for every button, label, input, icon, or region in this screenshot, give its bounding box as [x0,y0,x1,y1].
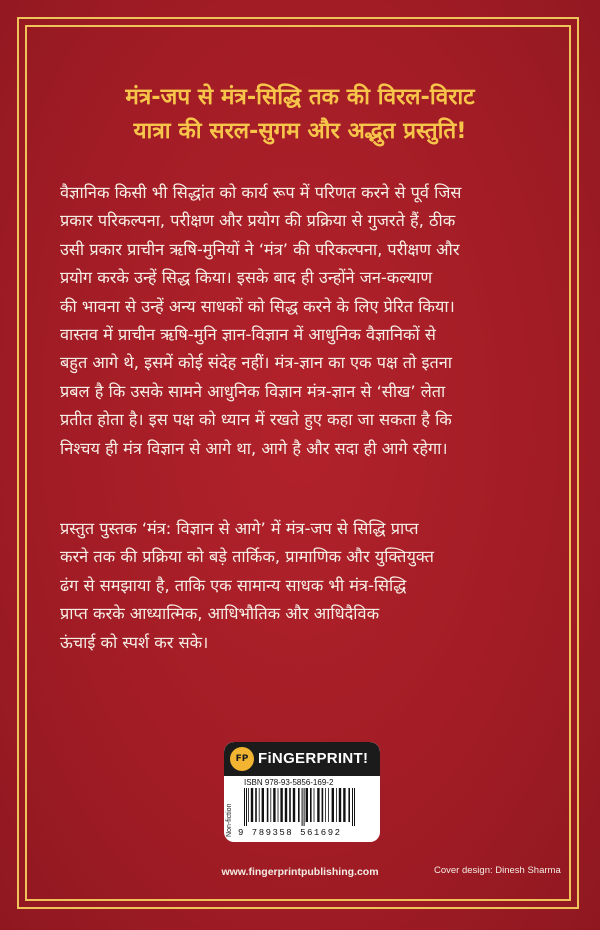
fingerprint-logo-icon: FP [230,747,254,771]
publisher-name: FiNGERPRINT! [258,750,369,767]
text-line: प्रकार परिकल्पना, परीक्षण और प्रयोग की प्रक्रिया से गुजरते हैं, ठीक [60,211,456,231]
barcode-number: 9 789358 561692 [238,828,342,838]
text-line: वैज्ञानिक किसी भी सिद्धांत को कार्य रूप में परिणत करने से पूर्व जिस [60,183,462,202]
cover-design-credit: Cover design: Dinesh Sharma [434,865,561,876]
barcode-bar [352,788,353,826]
text-line: ढंग से समझाया है, ताकि एक सामान्य साधक भी मंत्र-सिद्धि [60,575,407,595]
body-paragraph-1 [60,179,550,463]
barcode-bar [298,788,300,822]
text-line: प्रयोग करके उन्हें सिद्ध किया। इसके बाद ही उन्होंने जन-कल्याण [60,268,433,288]
barcode-bar [293,788,295,822]
barcode-bar [259,788,260,822]
text-line: उसी प्रकार प्राचीन ऋषि-मुनियों ने ‘मंत्र’ की परिकल्पना, परीक्षण और [60,239,460,259]
barcode-bar [302,788,303,826]
isbn-text: ISBN 978-93-5856-169-2 [244,778,334,787]
barcode-bar [314,788,315,822]
category-label: Non-fiction [226,803,233,837]
barcode-bar [332,788,334,822]
text-line: निश्चय ही मंत्र विज्ञान से आगे था, आगे है और सदा ही आगे रहेगा। [60,438,448,458]
barcode-bar [251,788,253,822]
barcode-bar [285,788,287,822]
barcode-bar [325,788,326,822]
text-line: बहुत आगे थे, इसमें कोई संदेह नहीं। मंत्र-ज्ञान का एक पक्ष तो इतना [60,353,452,373]
barcode-bar [255,788,257,822]
text-line: प्रस्तुत पुस्तक ‘मंत्र: विज्ञान से आगे’ में मंत्र-जप से सिद्धि प्राप्त [60,519,419,538]
text-line: की भावना से उन्हें अन्य साधकों को सिद्ध करने के लिए प्रेरित किया। [60,296,455,316]
barcode-bar [273,788,275,822]
barcode-bar [248,788,249,822]
text-line: प्रबल है कि उसके सामने आधुनिक विज्ञान मंत्र-ज्ञान से ‘सीख’ लेता [60,381,446,401]
barcode-bar [317,788,319,822]
publisher-brand-band [224,742,380,776]
barcode-bar [328,788,329,822]
headline-line: यात्रा की सरल-सुगम और अद्भुत प्रस्तुति! [133,118,467,144]
barcode-bar [289,788,291,822]
barcode-bar [262,788,264,822]
barcode-bar [310,788,312,822]
barcode-bar [348,788,350,822]
barcode-bar [322,788,324,822]
barcode-panel [224,742,380,842]
barcode-bar [354,788,355,826]
barcode-bar [336,788,337,822]
barcode-bar [270,788,271,822]
publisher-website: www.fingerprintpublishing.com [221,866,379,878]
barcode-bar [280,788,282,822]
headline [40,80,560,148]
text-line: वास्तव में प्राचीन ऋषि-मुनि ज्ञान-विज्ञान में आधुनिक वैज्ञानिकों से [60,325,436,345]
barcode-bar [278,788,279,822]
barcode-bar [246,788,247,826]
text-line: ऊंचाई को स्पर्श कर सके। [60,632,209,652]
body-paragraph-2 [60,515,550,657]
text-line: प्रतीत होता है। इस पक्ष को ध्यान में रखते हुए कहा जा सकता है कि [60,410,452,430]
barcode-bar [244,788,245,826]
barcode-bar [339,788,341,822]
barcode-bar [306,788,308,822]
text-line: करने तक की प्रक्रिया को बड़े तार्किक, प्रामाणिक और युक्तियुक्त [60,547,434,567]
headline-line: मंत्र-जप से मंत्र-सिद्धि तक की विरल-विराट [125,84,475,110]
barcode-bar [343,788,345,822]
barcode-graphic [242,788,372,826]
text-line: प्राप्त करके आध्यात्मिक, आधिभौतिक और आधिदैविक [60,604,380,624]
barcode-bar [267,788,269,822]
barcode-bar [304,788,305,826]
